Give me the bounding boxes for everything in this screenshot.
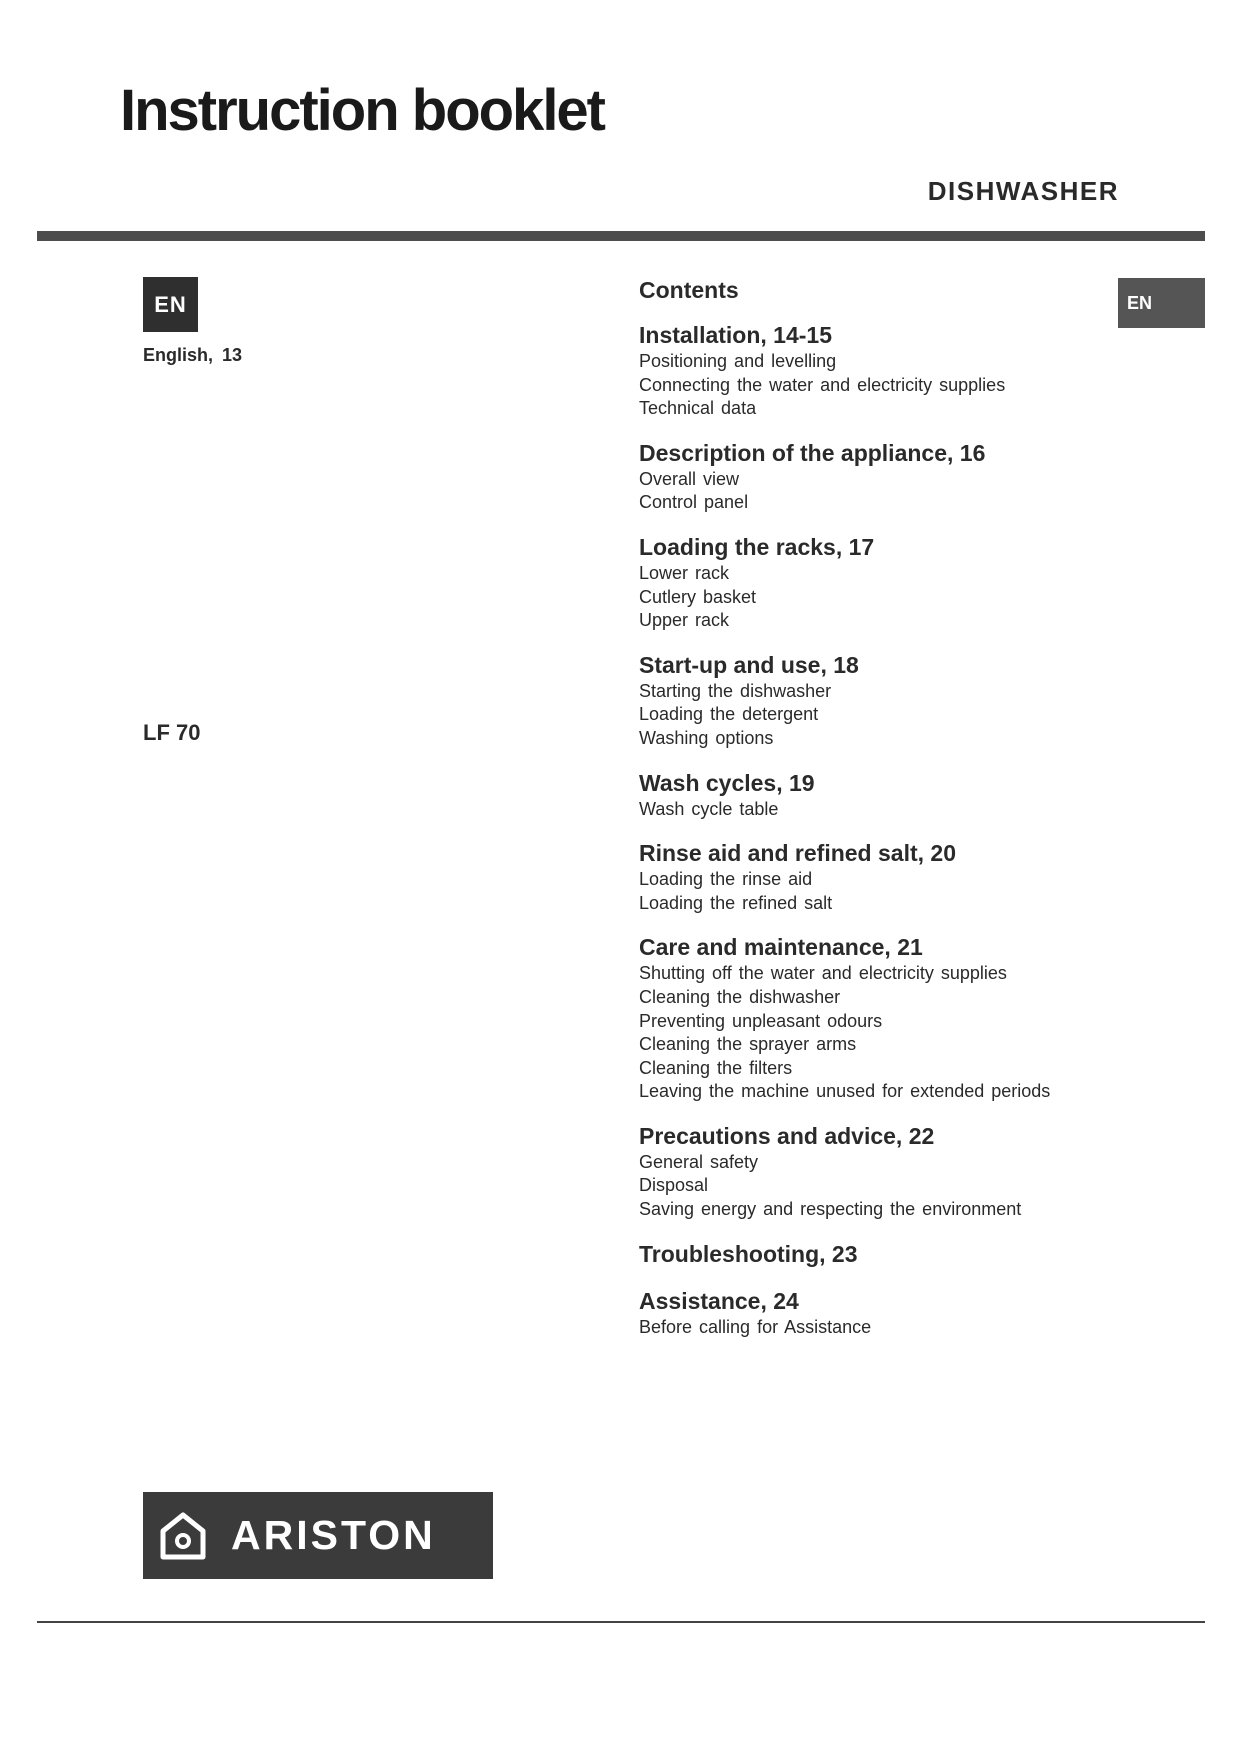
toc-item: Connecting the water and electricity supplies bbox=[639, 374, 1006, 395]
toc-item: General safety bbox=[639, 1151, 759, 1172]
toc-item: Before calling for Assistance bbox=[639, 1316, 872, 1337]
toc-section-heading: Installation, 14-15 bbox=[639, 322, 833, 348]
toc-item: Disposal bbox=[639, 1175, 709, 1196]
toc-item: Cutlery basket bbox=[639, 586, 757, 607]
toc-item: Cleaning the dishwasher bbox=[639, 986, 841, 1007]
toc-item: Control panel bbox=[639, 492, 749, 513]
toc-item: Saving energy and respecting the environment bbox=[639, 1199, 1022, 1220]
brand-name: ARISTON bbox=[231, 1512, 436, 1558]
toc-item: Technical data bbox=[639, 398, 757, 419]
toc-item: Washing options bbox=[639, 727, 774, 748]
language-side-tab: EN bbox=[1118, 278, 1205, 328]
page-title: Instruction booklet bbox=[120, 78, 604, 143]
contents-heading: Contents bbox=[639, 277, 739, 303]
product-category: DISHWASHER bbox=[927, 176, 1119, 206]
toc-item: Preventing unpleasant odours bbox=[639, 1010, 883, 1031]
toc-section bbox=[639, 650, 1159, 751]
table-of-contents bbox=[639, 274, 1159, 1356]
toc-section bbox=[639, 438, 1159, 515]
toc-section bbox=[639, 768, 1159, 822]
model-number: LF 70 bbox=[143, 720, 201, 745]
toc-section-heading: Rinse aid and refined salt, 20 bbox=[639, 840, 956, 867]
toc-section-heading: Description of the appliance, 16 bbox=[639, 439, 986, 466]
toc-section bbox=[639, 838, 1159, 915]
top-divider bbox=[37, 231, 1205, 241]
toc-section-list bbox=[639, 320, 1159, 1339]
toc-section bbox=[639, 932, 1159, 1104]
toc-item: Shutting off the water and electricity supplies bbox=[639, 963, 1007, 984]
toc-section-heading: Precautions and advice, 22 bbox=[639, 1122, 935, 1149]
toc-section-heading: Assistance, 24 bbox=[639, 1287, 799, 1314]
toc-section bbox=[639, 1121, 1159, 1222]
toc-item: Leaving the machine unused for extended periods bbox=[639, 1081, 1051, 1102]
toc-section-heading: Care and maintenance, 21 bbox=[639, 934, 923, 961]
toc-item: Overall view bbox=[639, 468, 740, 489]
toc-item: Wash cycle table bbox=[639, 798, 779, 819]
toc-item: Loading the rinse aid bbox=[639, 869, 813, 890]
toc-item: Cleaning the filters bbox=[639, 1057, 793, 1078]
toc-section bbox=[639, 320, 1159, 421]
toc-section-heading: Troubleshooting, 23 bbox=[639, 1240, 858, 1267]
ariston-logo bbox=[143, 1492, 493, 1579]
toc-item: Loading the detergent bbox=[639, 704, 819, 725]
toc-section bbox=[639, 1286, 1159, 1340]
toc-item: Lower rack bbox=[639, 562, 730, 583]
toc-item: Loading the refined salt bbox=[639, 892, 833, 913]
toc-item: Cleaning the sprayer arms bbox=[639, 1034, 857, 1055]
language-page-reference: English, 13 bbox=[143, 345, 243, 365]
toc-item: Upper rack bbox=[639, 610, 730, 631]
language-badge: EN bbox=[143, 277, 198, 332]
toc-section-heading: Start-up and use, 18 bbox=[639, 651, 859, 678]
toc-section bbox=[639, 532, 1159, 633]
toc-section-heading: Loading the racks, 17 bbox=[639, 533, 875, 560]
toc-item: Starting the dishwasher bbox=[639, 680, 832, 701]
toc-item: Positioning and levelling bbox=[639, 351, 837, 371]
bottom-divider bbox=[37, 1621, 1205, 1623]
house-icon bbox=[159, 1511, 207, 1561]
toc-section-heading: Wash cycles, 19 bbox=[639, 769, 815, 796]
toc-section bbox=[639, 1239, 1159, 1269]
